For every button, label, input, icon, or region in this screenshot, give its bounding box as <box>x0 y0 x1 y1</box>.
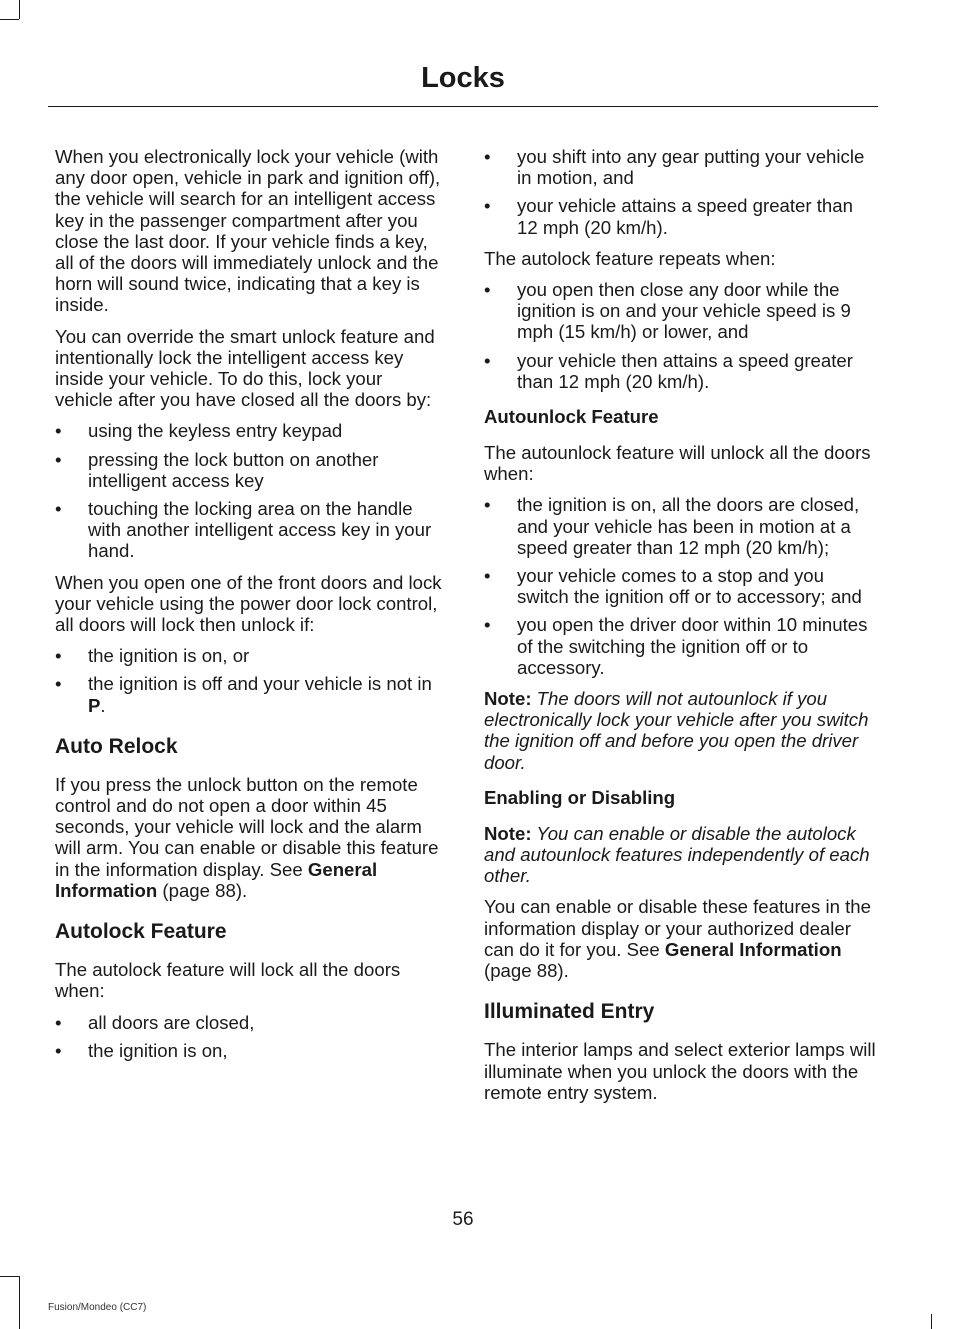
list-item: • you open then close any door while the ignition is on and your vehicle speed is 9 mph (15 km/h) or lower, and <box>484 279 851 343</box>
paragraph: You can override the smart unlock feature and intentionally lock the intelligent access key inside your vehicle. To do this, lock your vehicle after you have closed all the doors by: <box>55 325 435 411</box>
crop-mark <box>931 1314 932 1329</box>
paragraph: When you electronically lock your vehicle (with any door open, vehicle in park and ignition off), the vehicle will search for an intelligent access key in the passenger compartment after you close the last door. If your vehicle finds a key, all of the doors will immediately unlock and the horn will sound twice, indicating that a key is inside. <box>55 146 441 316</box>
bullet-list <box>55 645 445 716</box>
page-number: 56 <box>452 1209 474 1230</box>
paragraph: The interior lamps and select exterior lamps will illuminate when you unlock the doors with the remote entry system. <box>484 1039 876 1103</box>
list-item: • you open the driver door within 10 minutes of the switching the ignition off or to accessory. <box>484 614 868 678</box>
section-heading: Illuminated Entry <box>484 1000 655 1024</box>
bullet-icon: • <box>55 673 62 695</box>
list-item: • you shift into any gear putting your vehicle in motion, and <box>484 146 865 189</box>
paragraph: The autounlock feature will unlock all the doors when: <box>484 442 871 485</box>
bullet-icon: • <box>55 448 62 470</box>
cross-reference-link[interactable]: General Information <box>55 858 378 901</box>
footer-label: Fusion/Mondeo (CC7) <box>48 1302 147 1313</box>
bullet-list <box>484 146 876 238</box>
list-item: • your vehicle comes to a stop and you switch the ignition off or to accessory; and <box>484 565 862 608</box>
list-item: • the ignition is on, <box>55 1039 228 1061</box>
title-rule <box>48 106 878 107</box>
bullet-icon: • <box>55 1039 62 1061</box>
bullet-icon: • <box>484 146 491 167</box>
bullet-list <box>55 420 445 561</box>
bullet-icon: • <box>484 565 491 587</box>
bullet-icon: • <box>484 614 491 636</box>
paragraph: The autolock feature will lock all the doors when: <box>55 959 401 1002</box>
list-item: • the ignition is on, all the doors are closed, and your vehicle has been in motion at a speed greater than 12 mph (20 km/h); <box>484 494 860 558</box>
subsection-heading: Autounlock Feature <box>484 406 659 428</box>
bullet-list <box>55 1012 445 1061</box>
subsection-heading: Enabling or Disabling <box>484 786 676 808</box>
note: Note: You can enable or disable the autolock and autounlock features independently of each other. <box>484 822 870 887</box>
list-item: • the ignition is on, or <box>55 645 250 667</box>
list-item: • pressing the lock button on another intelligent access key <box>55 448 379 491</box>
list-item: • touching the locking area on the handle with another intelligent access key in your hand. <box>55 498 432 562</box>
crop-mark <box>19 1276 20 1329</box>
paragraph: The autolock feature repeats when: <box>484 247 776 269</box>
page-title: Locks <box>421 62 505 94</box>
list-item: • your vehicle then attains a speed greater than 12 mph (20 km/h). <box>484 349 853 392</box>
bullet-list <box>484 494 876 678</box>
bullet-icon: • <box>55 498 62 520</box>
paragraph: If you press the unlock button on the remote control and do not open a door within 45 seconds, your vehicle will lock and the alarm will arm. You can enable or disable this feature in the information display. See General Information (page 88). <box>55 773 439 901</box>
bullet-list <box>484 279 876 392</box>
list-item: • the ignition is off and your vehicle is not in P. <box>55 673 432 716</box>
list-item: • all doors are closed, <box>55 1011 255 1033</box>
paragraph: You can enable or disable these features in the information display or your authorized dealer can do it for you. See General Information (page 88). <box>484 896 871 982</box>
left-column <box>55 146 445 1071</box>
bullet-icon: • <box>484 279 491 301</box>
bullet-icon: • <box>55 1011 62 1033</box>
crop-mark <box>0 1276 19 1277</box>
note: Note: The doors will not autounlock if you electronically lock your vehicle after you switch the ignition off and before you open the driver door. <box>484 688 869 773</box>
list-item: • your vehicle attains a speed greater than 12 mph (20 km/h). <box>484 195 853 238</box>
list-item: • using the keyless entry keypad <box>55 420 343 442</box>
crop-mark <box>0 19 19 20</box>
bullet-icon: • <box>484 195 491 217</box>
bullet-icon: • <box>55 420 62 442</box>
right-column <box>484 146 876 1113</box>
section-heading: Autolock Feature <box>55 920 227 944</box>
bullet-icon: • <box>484 494 491 516</box>
bullet-icon: • <box>55 645 62 667</box>
paragraph: When you open one of the front doors and lock your vehicle using the power door lock control, all doors will lock then unlock if: <box>55 571 442 636</box>
crop-mark <box>19 0 20 19</box>
bullet-icon: • <box>484 349 491 371</box>
cross-reference-link[interactable]: General Information <box>664 938 842 960</box>
section-heading: Auto Relock <box>55 734 178 758</box>
